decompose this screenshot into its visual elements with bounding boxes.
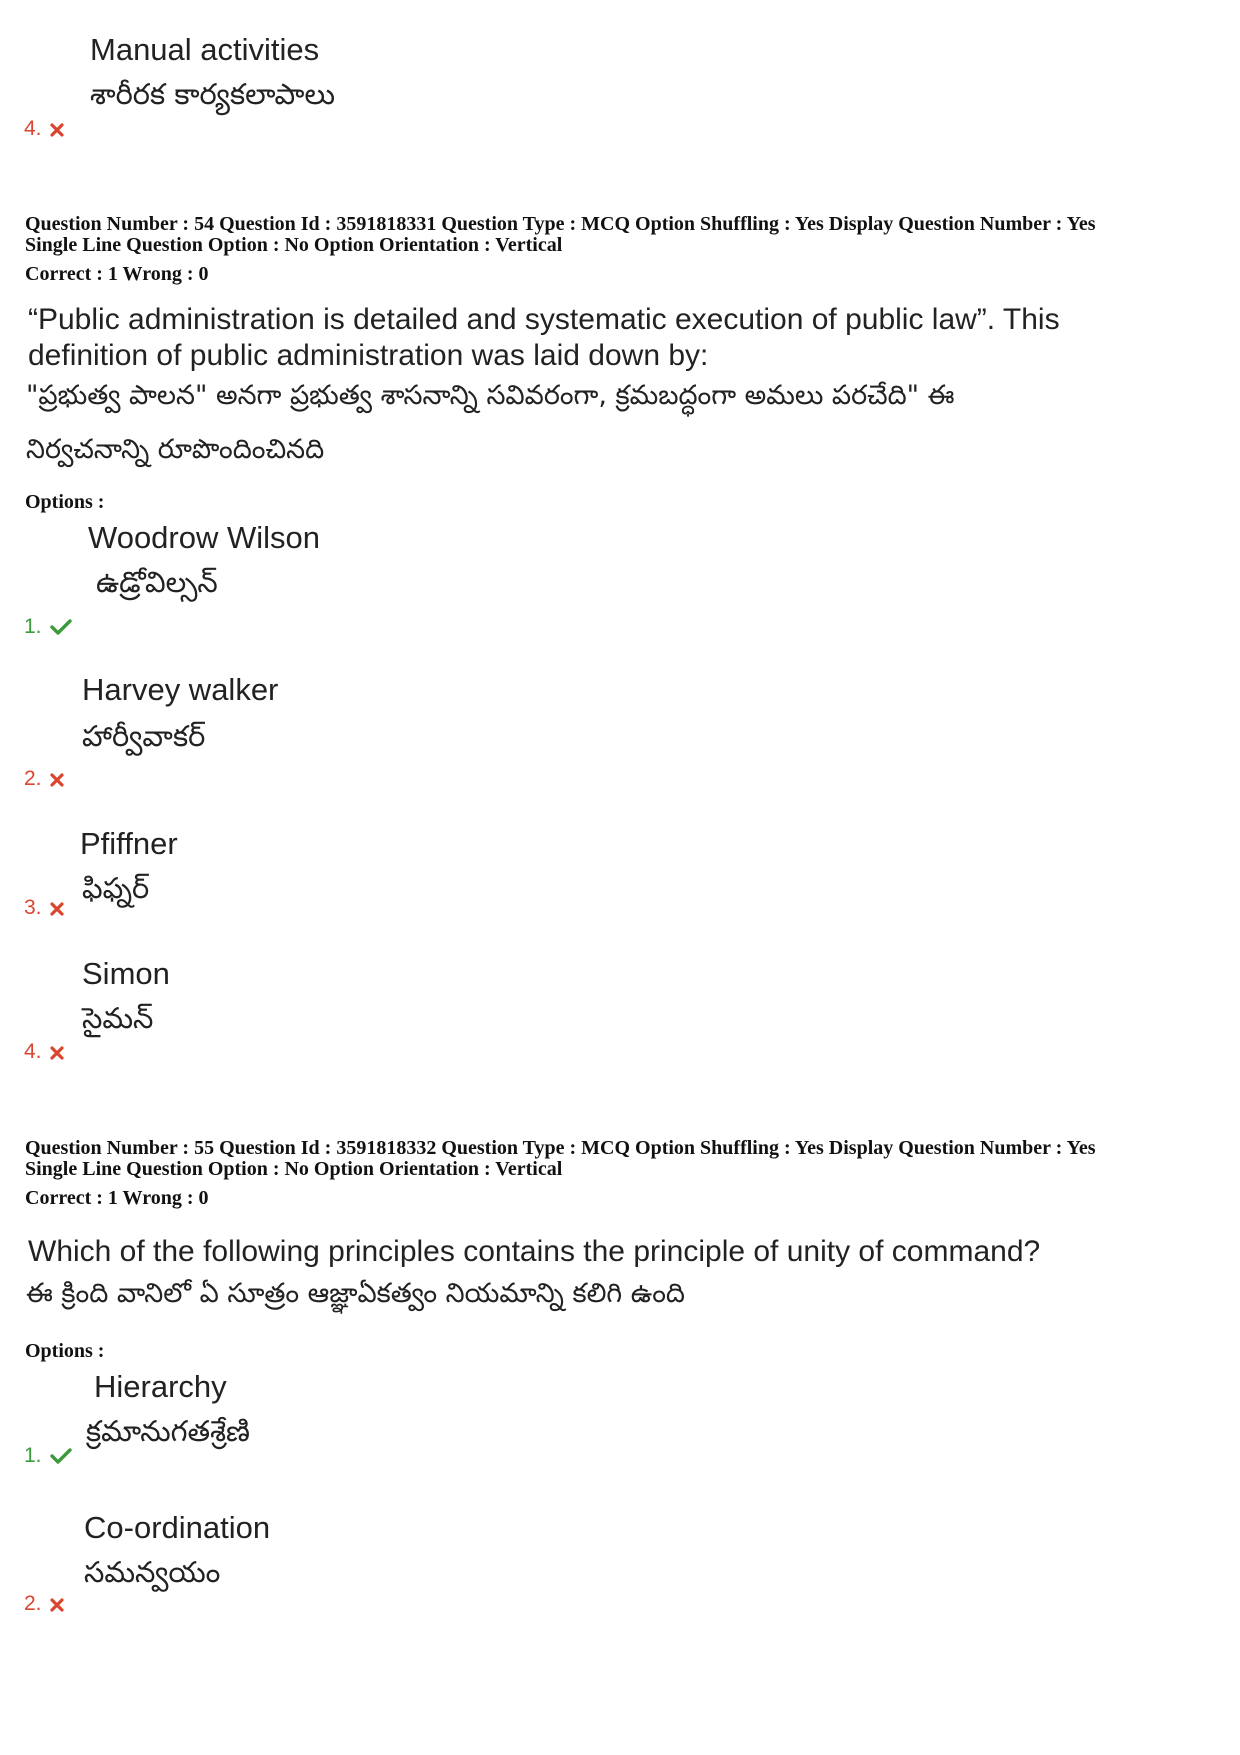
question-55-option-2-number — [24, 1592, 64, 1616]
question-55-option-2-text-en: Co-ordination — [84, 1510, 271, 1545]
check-icon — [50, 619, 72, 635]
question-54-meta-line-2: Single Line Question Option : No Option Orientation : Vertical — [25, 234, 563, 256]
question-55-score-line: Correct : 1 Wrong : 0 — [25, 1187, 209, 1209]
question-55-option-1-text-en: Hierarchy — [94, 1369, 227, 1404]
option-number-label: 4. — [24, 1040, 42, 1063]
question-55-meta-line-2: Single Line Question Option : No Option Orientation : Vertical — [25, 1158, 563, 1180]
prev-option-4-number — [24, 117, 64, 141]
question-54-option-2-text-te: హార్వీవాకర్ — [82, 719, 206, 753]
question-55-option-1-number — [24, 1444, 72, 1468]
prev-option-4-text-te: శారీరక కార్యకలాపాలు — [90, 77, 336, 111]
question-54-option-1-text-te: ఉడ్రోవిల్సన్ — [96, 565, 218, 599]
option-number-label: 2. — [24, 767, 42, 790]
option-number-label: 2. — [24, 1592, 42, 1615]
question-54-text-en-line-1: “Public administration is detailed and systematic execution of public law”. This — [28, 303, 1060, 336]
question-55-option-2-text-te: సమన్వయం — [84, 1555, 221, 1589]
check-icon — [50, 1448, 72, 1464]
question-54-text-te-line-2: నిర్వచనాన్ని రూపొందించినది — [26, 434, 325, 465]
question-55-text-en-line-1: Which of the following principles contains the principle of unity of command? — [28, 1235, 1041, 1268]
option-number-label: 1. — [24, 615, 42, 638]
question-54-option-4-number — [24, 1040, 64, 1064]
question-54-text-te-line-1: "ప్రభుత్వ పాలన" అనగా ప్రభుత్వ శాసనాన్ని సవివరంగా, క్రమబద్ధంగా అమలు పరచేది" ఈ — [26, 380, 955, 411]
cross-icon — [50, 1046, 64, 1060]
question-55-meta-line-1: Question Number : 55 Question Id : 3591818332 Question Type : MCQ Option Shuffling : Yes Display Question Number : Yes — [25, 1137, 1096, 1159]
question-54-option-3-text-te: ఫిఫ్నర్ — [82, 871, 150, 905]
question-54-text-en-line-2: definition of public administration was laid down by: — [28, 339, 709, 372]
question-54-option-2-text-en: Harvey walker — [82, 672, 279, 707]
question-55-text-te-line-1: ఈ క్రింది వానిలో ఏ సూత్రం ఆజ్ఞాఏకత్వం నియమాన్ని కలిగి ఉంది — [26, 1278, 685, 1309]
question-55-options-label: Options : — [25, 1340, 105, 1362]
option-number-label: 3. — [24, 896, 42, 919]
option-number-label: 1. — [24, 1444, 42, 1467]
cross-icon — [50, 1598, 64, 1612]
question-54-score-line: Correct : 1 Wrong : 0 — [25, 263, 209, 285]
question-54-option-1-number — [24, 615, 72, 639]
question-54-option-4-text-en: Simon — [82, 956, 170, 991]
question-54-meta-line-1: Question Number : 54 Question Id : 3591818331 Question Type : MCQ Option Shuffling : Yes Display Question Number : Yes — [25, 213, 1096, 235]
cross-icon — [50, 902, 64, 916]
question-54-option-3-number — [24, 896, 64, 920]
question-54-option-3-text-en: Pfiffner — [80, 826, 178, 861]
prev-option-4-text-en: Manual activities — [90, 32, 320, 67]
cross-icon — [50, 123, 64, 137]
cross-icon — [50, 773, 64, 787]
question-54-option-2-number — [24, 767, 64, 791]
option-number-label: 4. — [24, 117, 42, 140]
question-54-option-1-text-en: Woodrow Wilson — [88, 520, 321, 555]
question-55-option-1-text-te: క్రమానుగతశ్రేణి — [86, 1414, 250, 1448]
question-54-option-4-text-te: సైమన్ — [82, 1001, 154, 1035]
question-54-options-label: Options : — [25, 491, 105, 513]
